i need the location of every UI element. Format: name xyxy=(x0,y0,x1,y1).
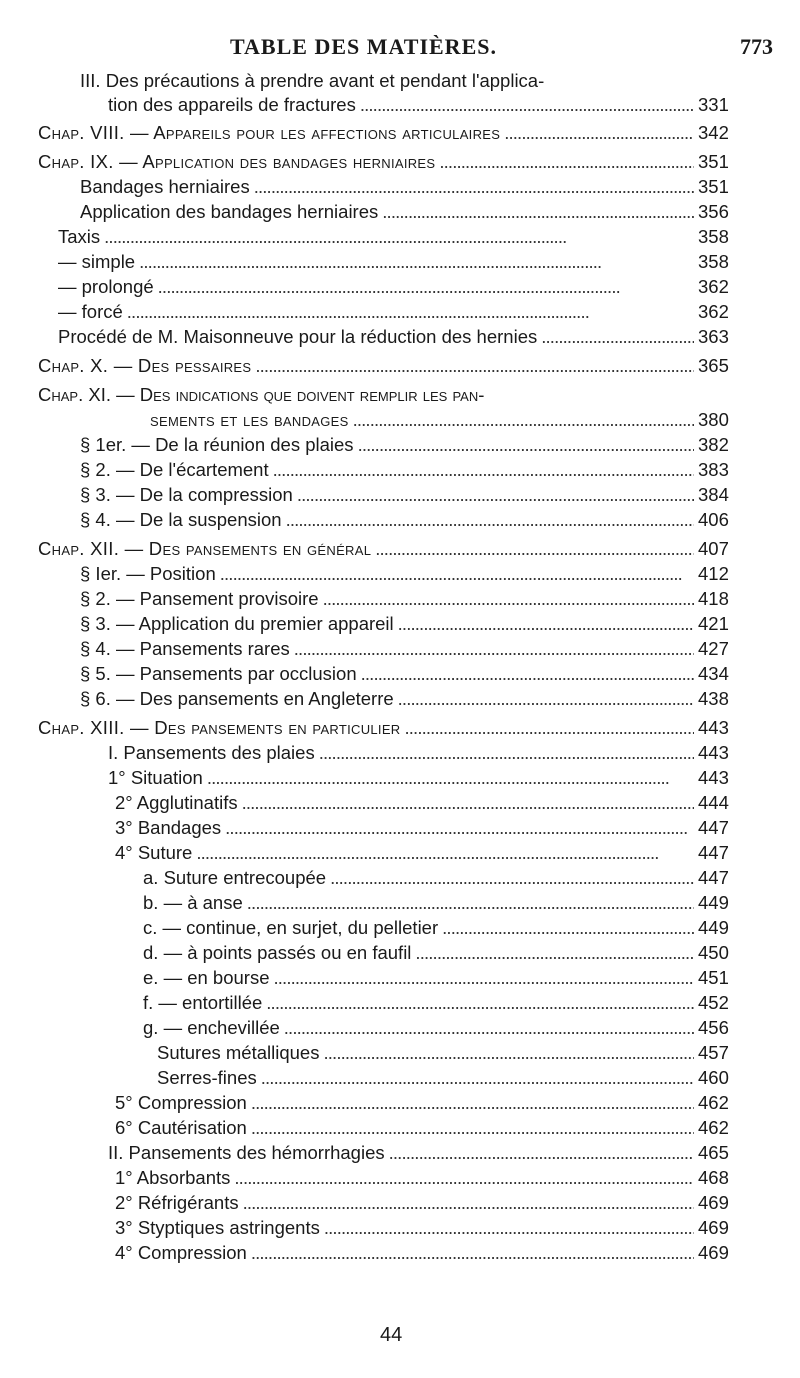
toc-entry: 3° Styptiques astringents . . . 469 xyxy=(115,1215,738,1241)
leader-dots xyxy=(415,940,694,966)
leader-dots xyxy=(504,120,694,146)
toc-entry: Procédé de M. Maisonneuve pour la réduction des hernies . . . 363 xyxy=(58,324,738,350)
toc-entry: 4° Compression . . . 469 xyxy=(115,1240,738,1266)
leader-dots xyxy=(361,661,694,687)
toc-chapter: Chap. XIII. — Des pansements en particulier . . . 443 xyxy=(38,715,738,741)
toc-chapter: Chap. XII. — Des pansements en général . . . 407 xyxy=(38,536,738,562)
toc-entry: III. Des précautions à prendre avant et pendant l'applica- xyxy=(80,70,545,91)
page-header xyxy=(0,34,800,64)
toc-entry: 1° Absorbants . . . 468 xyxy=(115,1165,738,1191)
leader-dots xyxy=(319,740,694,766)
toc-entry: § 3. — Application du premier appareil . . . 421 xyxy=(80,611,738,637)
leader-dots xyxy=(323,1040,694,1066)
leader-dots xyxy=(284,1015,694,1041)
toc-entry: Serres-fines . . . 460 xyxy=(157,1065,738,1091)
toc-entry: Application des bandages herniaires . . . 356 xyxy=(80,199,738,225)
leader-dots xyxy=(375,536,694,562)
leader-dots xyxy=(330,865,694,891)
leader-dots xyxy=(251,1115,694,1141)
leader-dots xyxy=(243,1190,694,1216)
leader-dots xyxy=(139,249,694,275)
toc-chapter: Chap. X. — Des pessaires . . . 365 xyxy=(38,353,738,379)
toc-entry: a. Suture entrecoupée . . . 447 xyxy=(143,865,738,891)
toc-entry: 3° Bandages . . . 447 xyxy=(115,815,738,841)
leader-dots xyxy=(220,561,694,587)
leader-dots xyxy=(382,199,694,225)
toc-entry: Taxis . . . 358 xyxy=(58,224,738,250)
leader-dots xyxy=(353,407,694,433)
leader-dots xyxy=(439,149,694,175)
leader-dots xyxy=(405,715,695,741)
toc-entry: § 4. — De la suspension . . . 406 xyxy=(80,507,738,533)
leader-dots xyxy=(207,765,694,791)
leader-dots xyxy=(297,482,694,508)
toc-entry: sements et les bandages . . . 380 xyxy=(150,407,738,433)
toc-entry: II. Pansements des hémorrhagies . . . 465 xyxy=(108,1140,738,1166)
toc-entry: c. — continue, en surjet, du pelletier . . . 449 xyxy=(143,915,738,941)
leader-dots xyxy=(442,915,694,941)
toc-entry: § Ier. — Position . . . 412 xyxy=(80,561,738,587)
leader-dots xyxy=(255,353,694,379)
leader-dots xyxy=(251,1240,694,1266)
leader-dots xyxy=(234,1165,694,1191)
leader-dots xyxy=(360,92,694,118)
signature-mark: 44 xyxy=(380,1324,403,1346)
leader-dots xyxy=(104,224,694,250)
leader-dots xyxy=(261,1065,694,1091)
running-title: TABLE DES MATIÈRES. xyxy=(230,34,497,59)
leader-dots xyxy=(196,840,694,866)
toc-entry: g. — enchevillée . . . 456 xyxy=(143,1015,738,1041)
leader-dots xyxy=(127,299,694,325)
toc-entry: § 4. — Pansements rares . . . 427 xyxy=(80,636,738,662)
toc-entry: 2° Agglutinatifs . . . 444 xyxy=(115,790,738,816)
toc-entry: 1° Situation . . . 443 xyxy=(108,765,738,791)
toc-entry: f. — entortillée . . . 452 xyxy=(143,990,738,1016)
toc-entry: b. — à anse . . . 449 xyxy=(143,890,738,916)
toc-entry: 4° Suture . . . 447 xyxy=(115,840,738,866)
leader-dots xyxy=(324,1215,694,1241)
leader-dots xyxy=(286,507,694,533)
toc-entry: e. — en bourse . . . 451 xyxy=(143,965,738,991)
leader-dots xyxy=(323,586,694,612)
leader-dots xyxy=(225,815,694,841)
leader-dots xyxy=(389,1140,694,1166)
toc-entry: 5° Compression . . . 462 xyxy=(115,1090,738,1116)
toc-entry: — prolongé . . . 362 xyxy=(58,274,738,300)
toc-entry: 6° Cautérisation . . . 462 xyxy=(115,1115,738,1141)
leader-dots xyxy=(294,636,694,662)
leader-dots xyxy=(398,686,694,712)
toc-entry: § 3. — De la compression . . . 384 xyxy=(80,482,738,508)
toc-entry: — simple . . . 358 xyxy=(58,249,738,275)
leader-dots xyxy=(541,324,694,350)
toc-chapter: Chap. IX. — Application des bandages herniaires . . . 351 xyxy=(38,149,738,175)
leader-dots xyxy=(254,174,694,200)
toc-entry: § 5. — Pansements par occlusion . . . 434 xyxy=(80,661,738,687)
toc-entry: § 1er. — De la réunion des plaies . . . 382 xyxy=(80,432,738,458)
leader-dots xyxy=(358,432,694,458)
toc-entry: I. Pansements des plaies . . . 443 xyxy=(108,740,738,766)
leader-dots xyxy=(251,1090,694,1116)
toc-entry: Sutures métalliques . . . 457 xyxy=(157,1040,738,1066)
page-number: 773 xyxy=(740,34,773,59)
leader-dots xyxy=(266,990,694,1016)
leader-dots xyxy=(242,790,694,816)
toc-entry: — forcé . . . 362 xyxy=(58,299,738,325)
leader-dots xyxy=(247,890,694,916)
leader-dots xyxy=(398,611,694,637)
leader-dots xyxy=(273,457,694,483)
toc-entry: 2° Réfrigérants . . . 469 xyxy=(115,1190,738,1216)
toc-entry: tion des appareils de fractures . . . 331 xyxy=(108,92,738,118)
toc-entry: § 2. — De l'écartement . . . 383 xyxy=(80,457,738,483)
leader-dots xyxy=(158,274,694,300)
leader-dots xyxy=(274,965,695,991)
toc-entry: § 6. — Des pansements en Angleterre . . . 438 xyxy=(80,686,738,712)
toc-chapter: Chap. VIII. — Appareils pour les affections articulaires . . . 342 xyxy=(38,120,738,146)
toc-chapter: Chap. XI. — Des indications que doivent remplir les pan- xyxy=(38,384,485,405)
toc-entry: § 2. — Pansement provisoire . . . 418 xyxy=(80,586,738,612)
toc-entry: Bandages herniaires . . . 351 xyxy=(80,174,738,200)
toc-entry: d. — à points passés ou en faufil . . . 450 xyxy=(143,940,738,966)
